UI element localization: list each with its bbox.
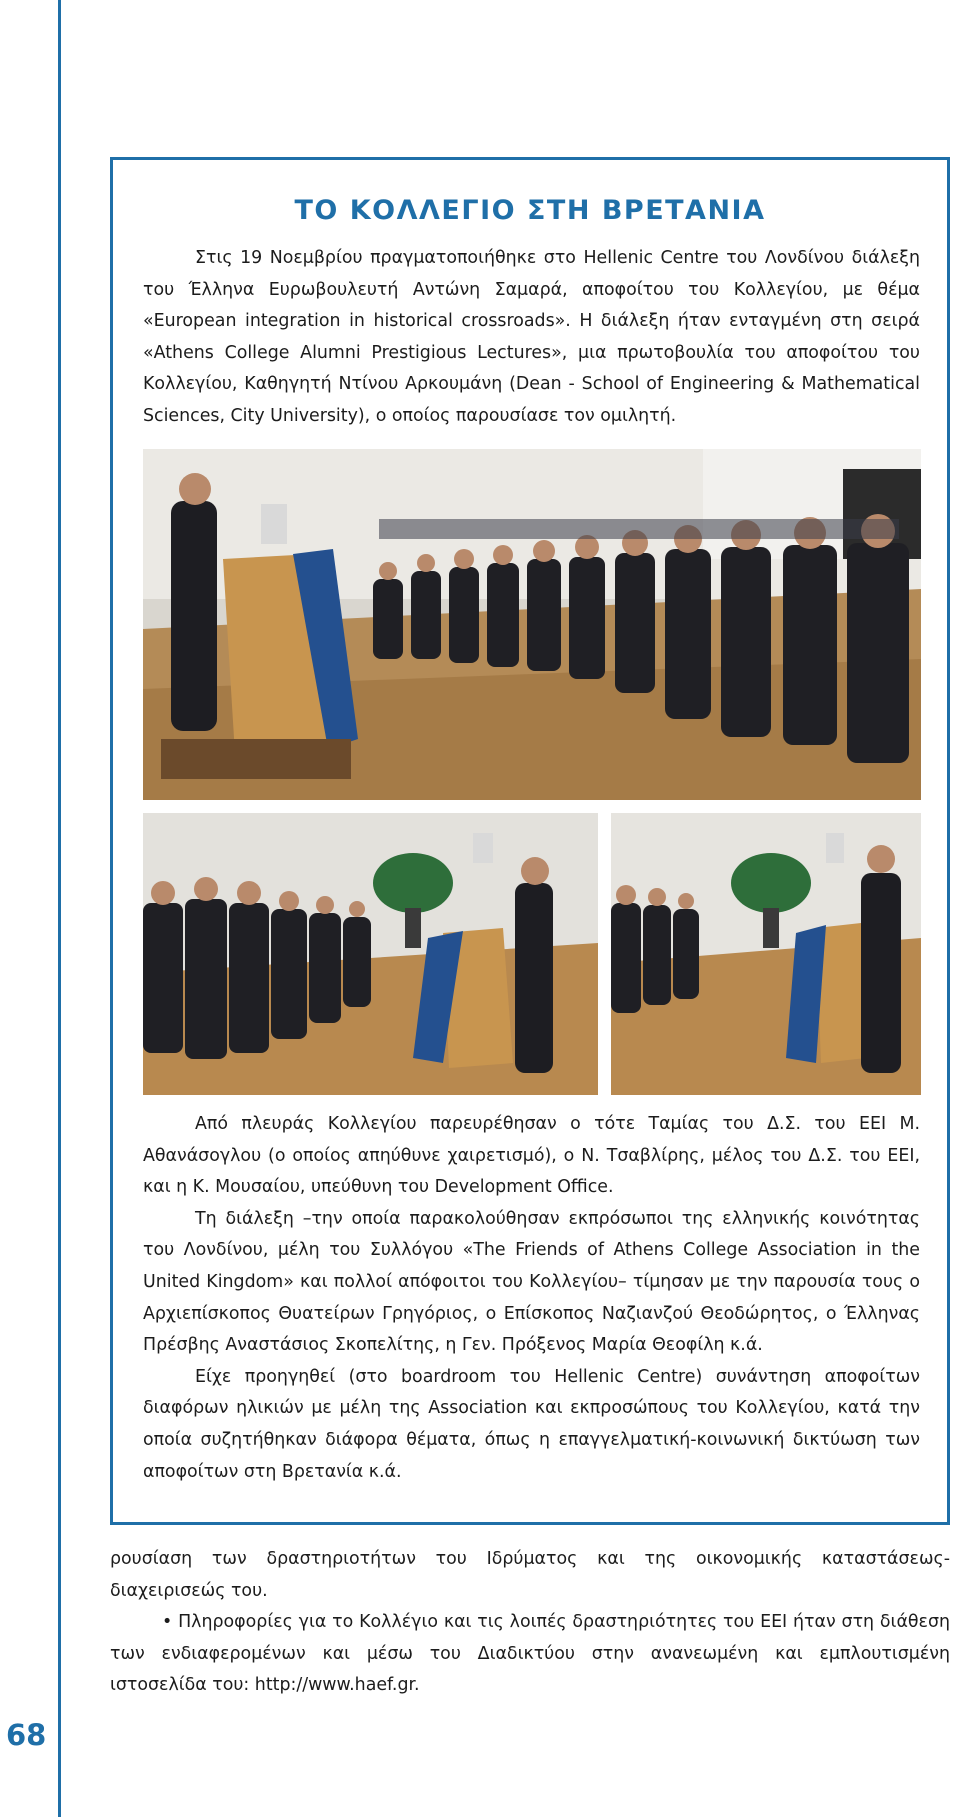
intro-paragraph: Στις 19 Νοεμβρίου πραγματοποιήθηκε στο Hellenic Centre του Λονδίνου διάλεξη του Έλληνα Ευρωβουλευτή Αντώνη Σαμαρά, αποφοίτου του Κολλεγίου, με θέμα «European integration in historical crossroads». Η διάλεξη ήταν ενταγμένη στη σειρά «Athens College Alumni Prestigious Lectures», μια πρωτοβουλία του αποφοίτου του Κολλεγίου, Καθηγητή Ντίνου Αρκουμάνη (Dean - School of Engineering & Mathematical Sciences, City University), ο οποίος παρουσίασε τον ομιλητή. [143, 248, 920, 426]
article-title: ΤΟ ΚΟΛΛΕΓΙΟ ΣΤΗ ΒΡΕΤΑΝΙΑ [294, 195, 766, 226]
lecture-hall-photo [143, 449, 921, 800]
body-paragraph: Είχε προηγηθεί (στο boardroom του Hellenic Centre) συνάντηση αποφοίτων διαφόρων ηλικιών με μέλη της Association και εκπροσώπους του Κολλεγίου, κατά την οποία συζητήθηκαν διάφορα θέματα, όπως η επαγγελματική-κοινωνική δικτύωση των αποφοίτων στη Βρετανία κ.ά. [143, 1366, 920, 1482]
continuation-paragraph: ρουσίαση των δραστηριοτήτων του Ιδρύματος και της οικονομικής καταστάσεως-διαχειρισεώς του. [110, 1549, 950, 1601]
body-paragraph: Από πλευράς Κολλεγίου παρευρέθησαν ο τότε Ταμίας του Δ.Σ. του ΕΕΙ Μ. Αθανάσογλου (ο οποίος απηύθυνε χαιρετισμό), ο Ν. Τσαβλίρης, μέλος του Δ.Σ. του ΕΕΙ, και η Κ. Μουσαίου, υπεύθυνη του Development Office. [143, 1114, 920, 1198]
page-number: 68 [6, 1718, 47, 1752]
margin-rule [58, 0, 61, 1817]
bullet-paragraph: • Πληροφορίες για το Κολλέγιο και τις λοιπές δραστηριότητες του ΕΕΙ ήταν στη διάθεση των ενδιαφερομένων και μέσω του Διαδικτύου στην ανανεωμένη και εμπλουτισμένη ιστοσελίδα του: http://www.haef.gr. [110, 1612, 950, 1696]
boxed-article [110, 157, 950, 1525]
continuation-text [110, 1544, 950, 1702]
body-paragraph: Τη διάλεξη –την οποία παρακολούθησαν εκπρόσωποι της ελληνικής κοινότητας του Λονδίνου, μέλη του Συλλόγου «The Friends of Athens College Association in the United Kingdom» και πολλοί απόφοιτοι του Κολλεγίου– τίμησαν με την παρουσία τους ο Αρχιεπίσκοπος Θυατείρων Γρηγόριος, ο Επίσκοπος Ναζιανζού Θεοδώρητος, ο Έλληνας Πρέσβης Αναστάσιος Σκοπελίτης, η Γεν. Πρόξενος Μαρία Θεοφίλη κ.ά. [143, 1208, 920, 1356]
article-body [143, 1109, 920, 1488]
speaker-photo [611, 813, 921, 1095]
audience-photo [143, 813, 598, 1095]
